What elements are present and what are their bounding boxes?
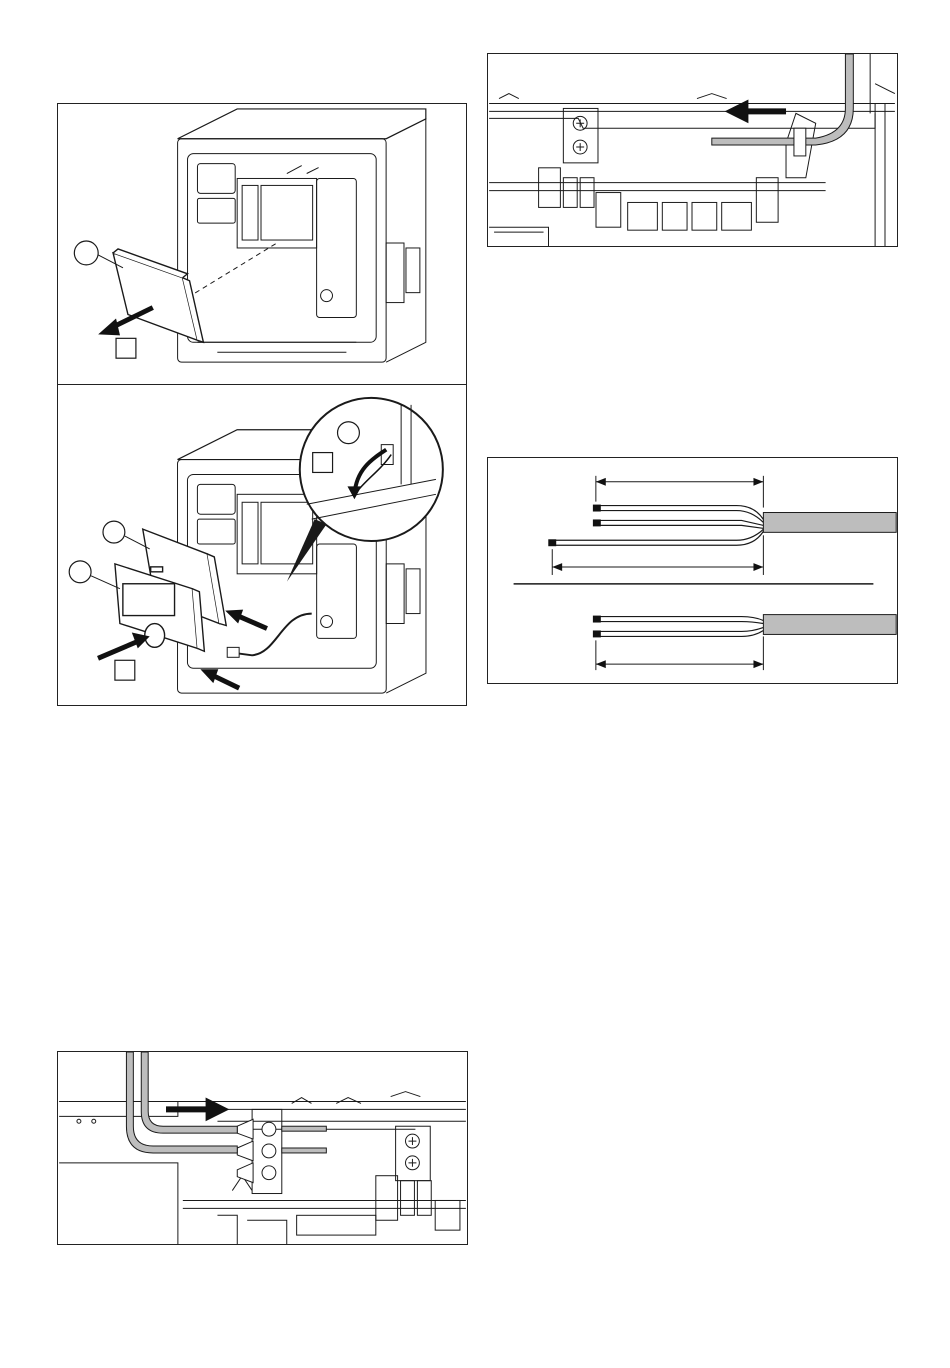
strip-lengths-drawing: [488, 458, 897, 683]
cable-2-core: [763, 615, 896, 635]
callout-circle-2: [103, 521, 125, 543]
cable-3-core: [763, 513, 896, 533]
remove-cover-drawing: [58, 104, 466, 384]
mount-module-drawing: [58, 385, 466, 705]
callout-circle-1: [74, 241, 98, 265]
step-box-1: [116, 338, 136, 358]
figure-mount-module: [57, 384, 467, 706]
step-box-3: [313, 453, 333, 473]
callout-circle-1b: [69, 561, 91, 583]
figure-cable-insert-left: [57, 1051, 468, 1245]
callout-circle-3: [338, 422, 360, 444]
figure-strip-lengths: [487, 457, 898, 684]
step-box-2: [115, 660, 135, 680]
cable-clamp: [794, 128, 806, 156]
cable-insert-right-drawing: [488, 54, 897, 246]
figure-remove-cover: [57, 103, 467, 385]
cable-insert-left-drawing: [58, 1052, 467, 1244]
figure-cable-insert-right: [487, 53, 898, 247]
cable: [712, 54, 854, 145]
